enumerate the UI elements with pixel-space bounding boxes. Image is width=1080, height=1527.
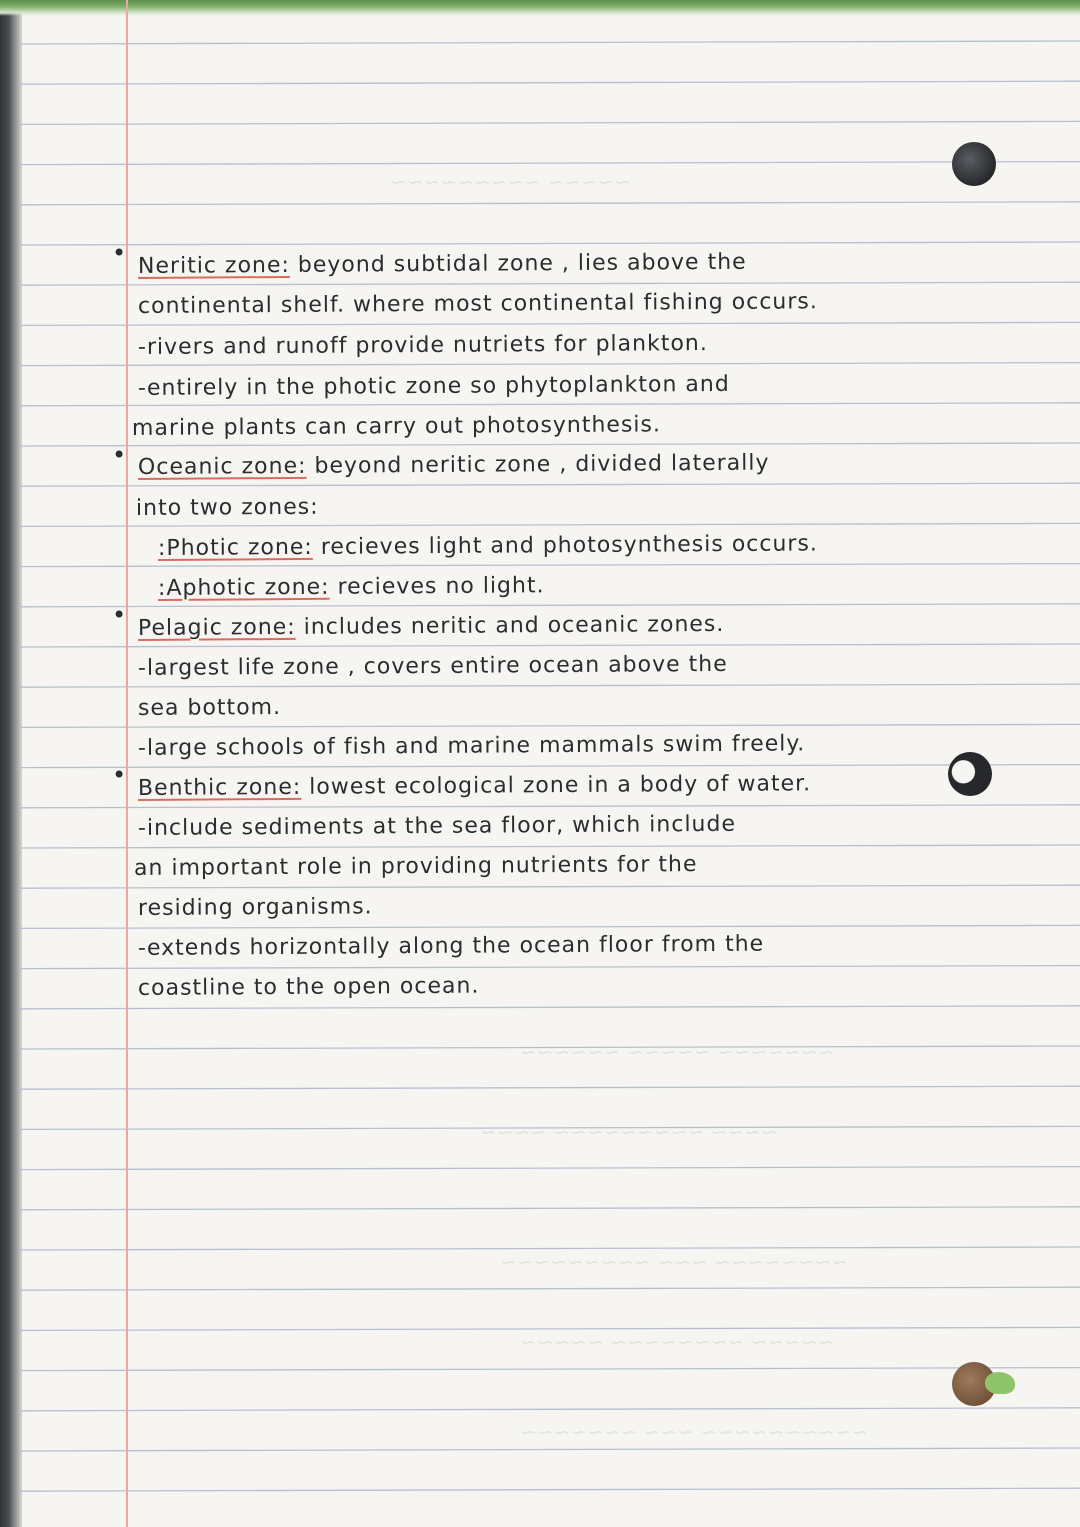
benthic-line-2: -include sediments at the sea floor, which include xyxy=(137,811,737,841)
aphotic-definition: recieves no light. xyxy=(329,573,545,600)
neritic-line-4: -entirely in the photic zone so phytoplankton and xyxy=(137,371,730,401)
neritic-line-5: marine plants can carry out photosynthesis. xyxy=(131,412,662,441)
neritic-heading-line xyxy=(138,248,747,282)
neritic-line-3: -rivers and runoff provide nutriets for plankton. xyxy=(137,331,708,360)
oceanic-term: Oceanic zone: xyxy=(137,453,307,480)
aphotic-term: :Aphotic zone: xyxy=(157,574,330,601)
bullet: • xyxy=(112,239,127,267)
bullet: • xyxy=(112,761,127,789)
benthic-line-6: coastline to the open ocean. xyxy=(137,973,480,1001)
neritic-term: Neritic zone: xyxy=(137,252,290,279)
aphotic-line xyxy=(158,571,545,604)
benthic-term: Benthic zone: xyxy=(137,774,302,801)
oceanic-definition: beyond neritic zone , divided laterally xyxy=(306,450,770,479)
oceanic-heading-line xyxy=(138,449,770,483)
pelagic-line-4: -large schools of fish and marine mammals swim freely. xyxy=(137,731,806,761)
photic-definition: recieves light and photosynthesis occurs. xyxy=(312,531,818,560)
bullet: • xyxy=(112,441,127,469)
pelagic-line-3: sea bottom. xyxy=(137,695,282,721)
pelagic-line-2: -largest life zone , covers entire ocean above the xyxy=(137,651,728,681)
photic-line xyxy=(158,529,818,564)
benthic-line-3: an important role in providing nutrients for the xyxy=(133,852,698,881)
benthic-line-4: residing organisms. xyxy=(137,894,373,921)
benthic-heading-line xyxy=(138,769,811,804)
bleed-through-text: ~~~~~ ~~~~~~~~~ ~~~~~~~ ~~~~~ ~~~~~~ ~~~~ ~~~~~~~~~ ~~~~ ~~~~~~~~ ~~~ ~~~~~~~~~ ~~~~~ ~~~~~~~~ ~~~~~ ~~~~~~~~~~ ~~~ ~~~~~~~ xyxy=(390,170,868,1444)
oceanic-line-2: into two zones: xyxy=(135,494,319,521)
benthic-definition: lowest ecological zone in a body of water. xyxy=(301,771,812,800)
pelagic-heading-line xyxy=(138,610,725,644)
photic-term: :Photic zone: xyxy=(157,534,313,561)
bullet: • xyxy=(112,601,127,629)
pelagic-term: Pelagic zone: xyxy=(137,614,296,641)
neritic-line-2: continental shelf. where most continental fishing occurs. xyxy=(137,289,818,319)
pelagic-definition: includes neritic and oceanic zones. xyxy=(295,611,725,640)
neritic-definition: beyond subtidal zone , lies above the xyxy=(289,249,747,278)
benthic-line-5: -extends horizontally along the ocean floor from the xyxy=(137,931,765,961)
